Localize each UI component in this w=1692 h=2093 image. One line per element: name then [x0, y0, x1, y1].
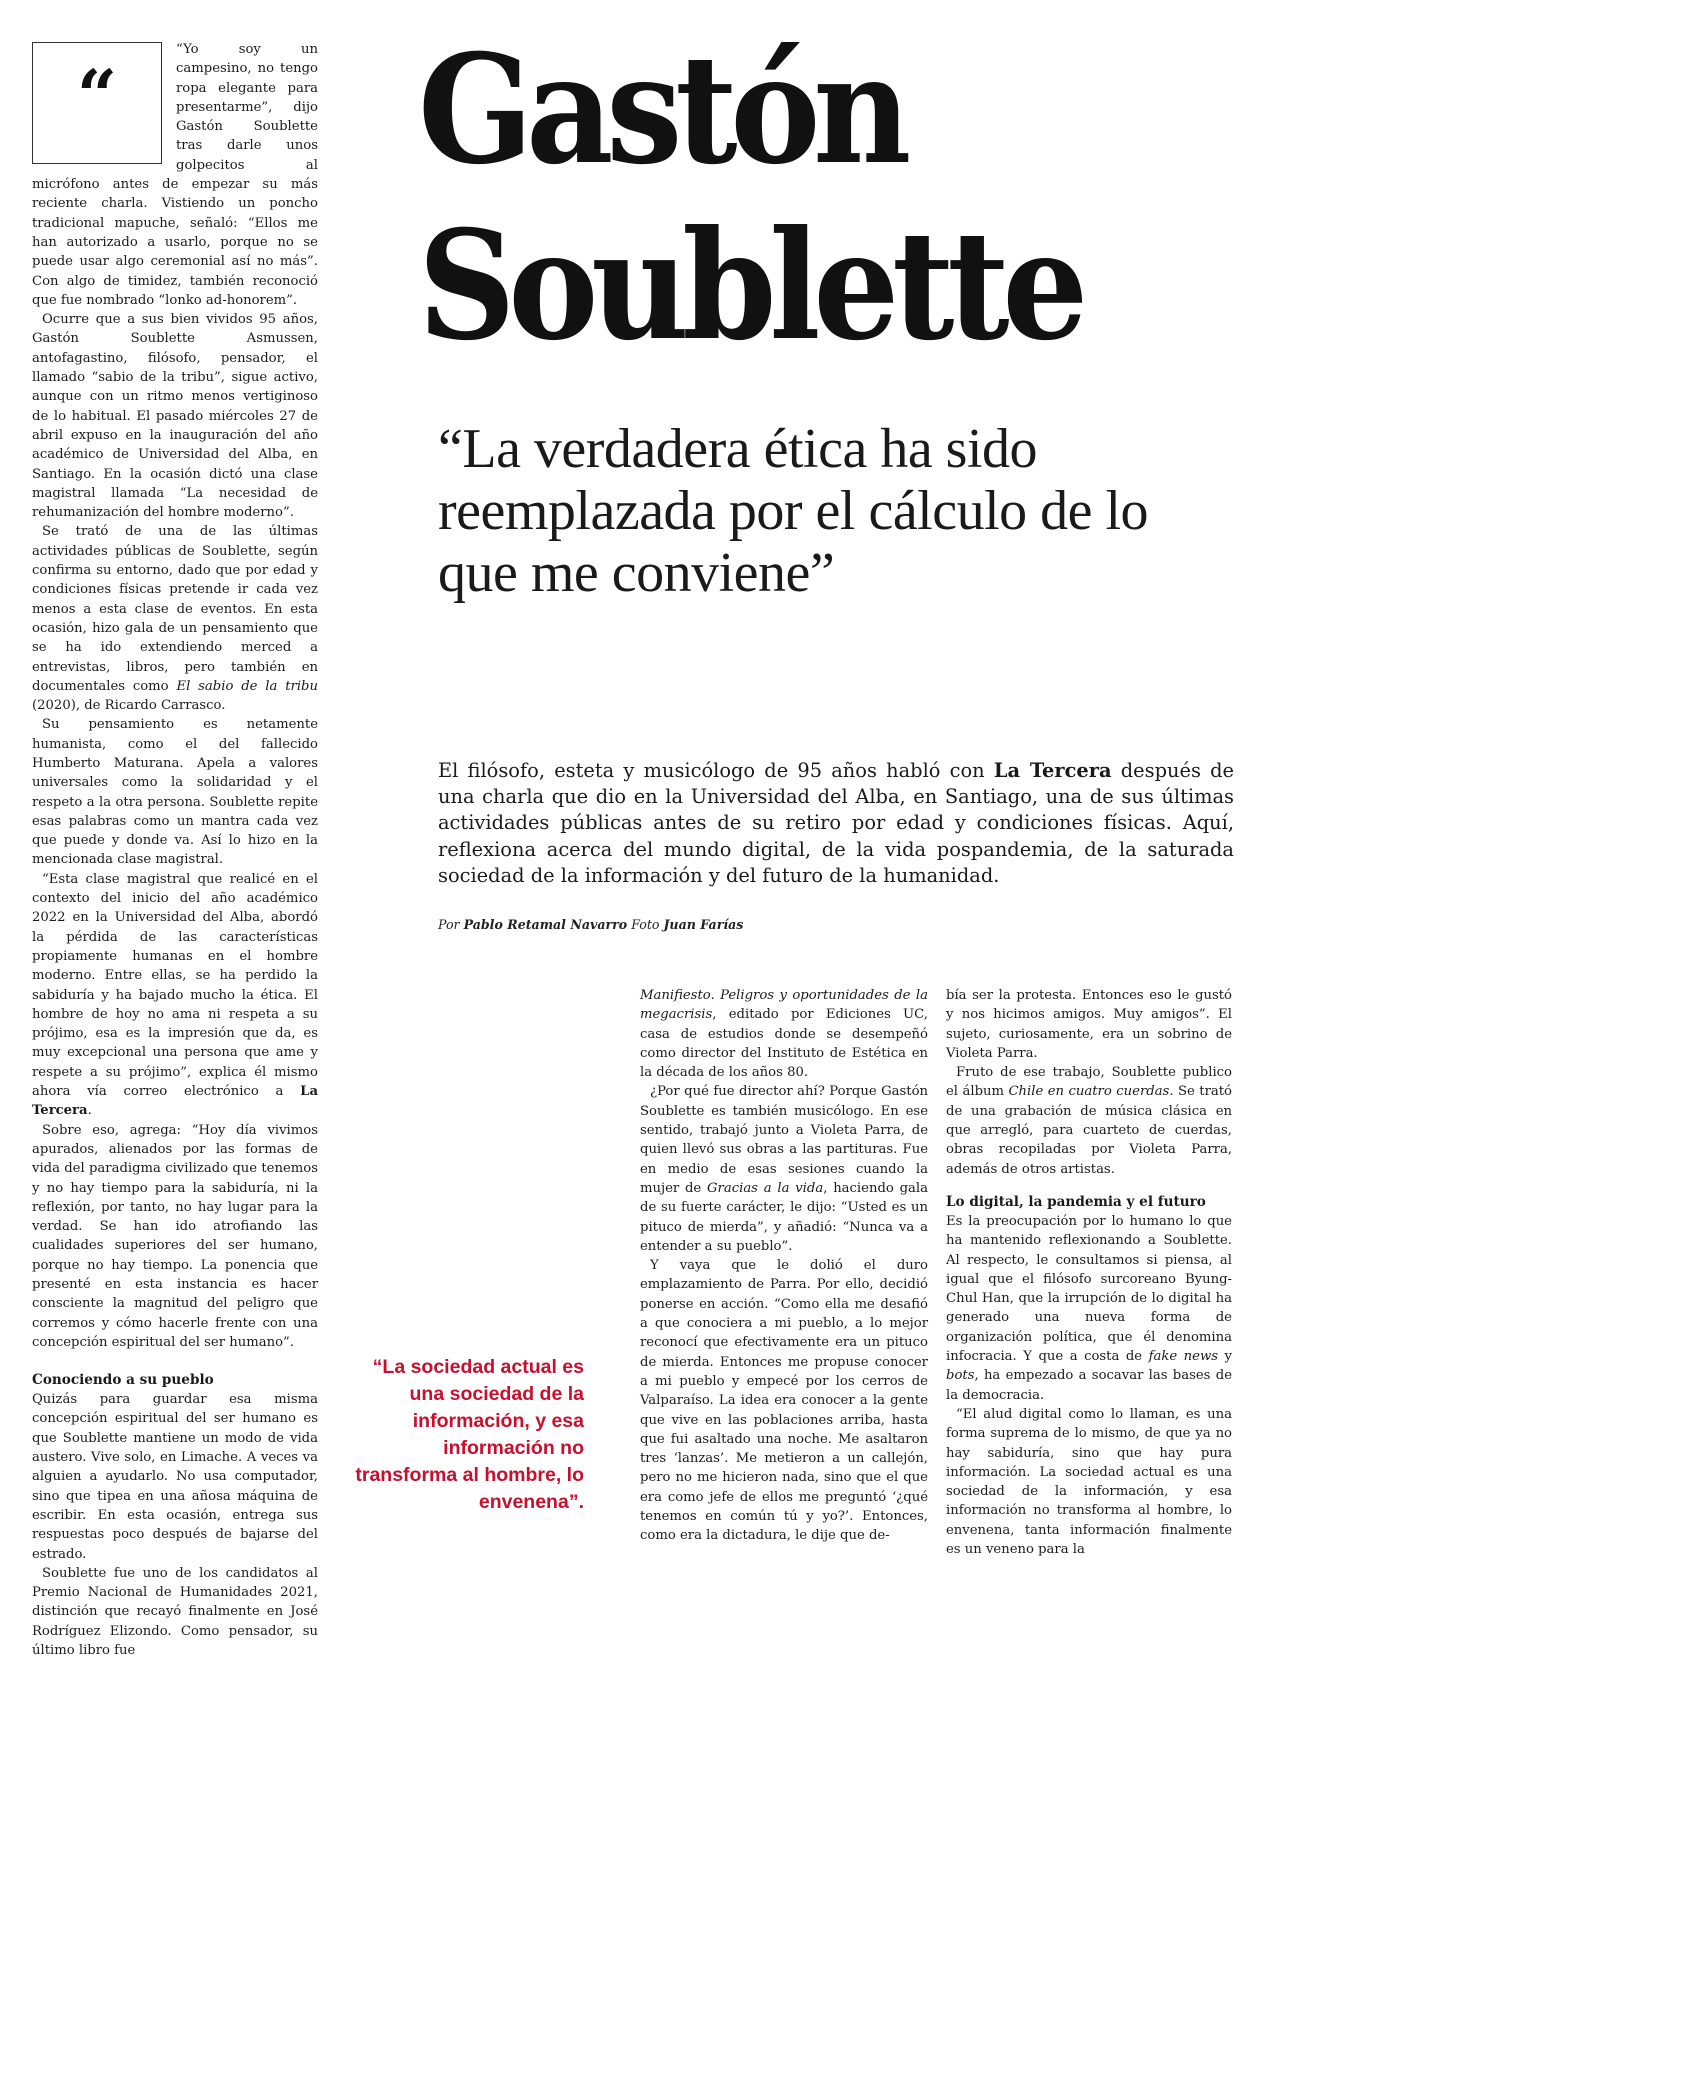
left-paragraph-8: Soublette fue uno de los candidatos al Premio Nacional de Humanidades 2021, distinción que recayó finalmente en José Rodríguez Elizondo. Como pensador, su último libro fue	[32, 1565, 318, 1659]
left-column	[32, 40, 318, 1660]
right-paragraph-1: bía ser la protesta. Entonces eso le gustó y nos hicimos amigos. Muy amigos”. El sujeto, curiosamente, era un sobrino de Violeta Parra.	[946, 988, 1232, 1061]
page-title	[418, 22, 1174, 374]
left-paragraph-6: Sobre eso, agrega: “Hoy día vivimos apurados, alienados por las formas de vida del paradigma civilizado que tenemos y no hay tiempo para la sabiduría, ni la reflexión, por tanto, no hay lugar para la verdad. Se han ido atrofiando las cualidades superiores del ser humano, porque no hay tiempo. La ponencia que presenté en esta instancia es hacer consciente la magnitud del peligro que corremos y cómo hacerle frente con una concepción espiritual del ser humano”.	[32, 1122, 318, 1350]
term-bots: bots	[946, 1368, 975, 1384]
deck-publication: La Tercera	[993, 759, 1112, 782]
right-paragraph-2: Fruto de ese trabajo, Soublette publico el álbum Chile en cuatro cuerdas. Se trató de una grabación de música clásica en que arregló, para cuarteto de cuerdas, obras recopiladas por Violeta Parra, además de otros artistas.	[946, 1065, 1232, 1177]
quote-box	[32, 42, 162, 164]
film-title: El sabio de la tribu	[176, 678, 318, 694]
photographer-name: Juan Farías	[663, 917, 744, 932]
song-title: Gracias a la vida	[707, 1180, 824, 1196]
mid-paragraph-2: ¿Por qué fue director ahí? Porque Gastón Soublette es también musicólogo. En ese sentido, trabajó junto a Violeta Parra, de quien llevó sus obras a las partituras. Fue en medio de esas sesiones cuando la mujer de Gracias a la vida, haciendo gala de su fuerte carácter, le dijo: “Usted es un pituco de mierda”, y añadió: “Nunca va a entender a su pueblo”.	[640, 1084, 928, 1254]
term-fake-news: fake news	[1148, 1349, 1219, 1365]
right-column	[946, 986, 1232, 1559]
publication-name: La Tercera	[32, 1084, 318, 1119]
album-title: Chile en cuatro cuerdas	[1008, 1084, 1170, 1100]
left-paragraph-4: Su pensamiento es netamente humanista, como el del fallecido Humberto Maturana. Apela a valores universales como la solidaridad y el respeto a la otra persona. Soublette repite esas palabras como un mantra cada vez que puede y donde va. Así lo hizo en la mencionada clase magistral.	[32, 717, 318, 868]
mid-paragraph-1: Manifiesto. Peligros y oportunidades de la megacrisis, editado por Ediciones UC, casa de estudios donde se desempeñó como director del Instituto de Estética en la década de los años 80.	[640, 988, 928, 1081]
left-paragraph-2: Ocurre que a sus bien vividos 95 años, Gastón Soublette Asmussen, antofagastino, filósofo, pensador, el llamado “sabio de la tribu”, sigue activo, aunque con un ritmo menos vertiginoso de lo habitual. El pasado miércoles 27 de abril expuso en la inauguración del año académico de Universidad del Alba, en Santiago. En la ocasión dictó una clase magistral llamada “La necesidad de rehumanización del hombre moderno”.	[32, 312, 318, 521]
left-paragraph-3: Se trató de una de las últimas actividades públicas de Soublette, según confirma su entorno, dado que por edad y condiciones físicas pretende ir cada vez menos a esta clase de eventos. En esta ocasión, hizo gala de un pensamiento que se ha ido extendiendo merced a entrevistas, libros, pero también en documentales como El sabio de la tribu (2020), de Ricardo Carrasco.	[32, 524, 318, 714]
left-paragraph-7: Quizás para guardar esa misma concepción espiritual del ser humano es que Soublette mantiene un modo de vida austero. Vive solo, en Limache. A veces va alguien a ayudarlo. No usa computador, sino que tipea en una añosa máquina de escribir. En esta ocasión, entrega sus respuestas poco después de bajarse del estrado.	[32, 1392, 318, 1562]
middle-column	[640, 986, 928, 1546]
section-heading-digital: Lo digital, la pandemia y el futuro	[946, 1193, 1206, 1210]
author-name: Pablo Retamal Navarro	[463, 917, 628, 932]
article-deck: El filósofo, esteta y musicólogo de 95 años habló con La Tercera después de una charla que dio en la Universidad del Alba, en Santiago, una de sus últimas actividades públicas antes de su retiro por edad y condiciones físicas. Aquí, reflexiona acerca del mundo digital, de la vida pospandemia, de la saturada sociedad de la información y del futuro de la humanidad.	[438, 759, 1234, 887]
right-paragraph-4: “El alud digital como lo llaman, es una forma suprema de lo mismo, de que ya no hay sabiduría, sino que hay pura información. La sociedad actual es una sociedad de la información, y esa información no transforma al hombre, lo envenena, tanta información finalmente es un veneno para la	[946, 1406, 1232, 1558]
mid-paragraph-3: Y vaya que le dolió el duro emplazamiento de Parra. Por ello, decidió ponerse en acción. “Como ella me desafió a que conociera a mi pueblo, a lo mejor reconocí que efectivamente era un pituco de mierda. Entonces me propuse conocer a mi pueblo y empecé por los cerros de Valparaíso. La idea era conocer a la gente que vive en las poblaciones arriba, hasta que fui asaltado una noche. Me asaltaron tres ‘lanzas’. Me metieron a un callejón, pero no me hicieron nada, sino que el que era como jefe de ellos me preguntó ‘¿qué tenemos en común tú y yo?’. Entonces, como era la dictadura, le dije que de-	[640, 1258, 928, 1544]
left-paragraph-5: “Esta clase magistral que realicé en el contexto del inicio del año académico 2022 en la Universidad del Alba, abordó la pérdida de las características propiamente humanas en el hombre moderno. Entre ellas, se ha perdido la sabiduría y ha bajado mucho la ética. El hombre de hoy no ama ni respeta a su prójimo, esa es la impresión que da, es muy excepcional una persona que ame y respete a su prójimo”, explica él mismo ahora vía correo electrónico a La Tercera.	[32, 871, 318, 1119]
byline: Por Pablo Retamal Navarro Foto Juan Farías	[438, 917, 744, 932]
right-paragraph-3: Es la preocupación por lo humano lo que ha mantenido reflexionando a Soublette. Al respecto, le consultamos si piensa, al igual que el filósofo surcoreano Byung-Chul Han, que la irrupción de lo digital ha generado una nueva forma de organización política, que él denomina infocracia. Y que a costa de fake news y bots, ha empezado a socavar las bases de la democracia.	[946, 1213, 1232, 1403]
quote-mark-icon: “	[76, 54, 118, 137]
section-heading-pueblo: Conociendo a su pueblo	[32, 1372, 214, 1389]
title-line-1: Gastón	[418, 22, 905, 198]
book-title: Manifiesto. Peligros y oportunidades de la megacrisis	[640, 988, 928, 1023]
pull-quote: “La sociedad actual es una sociedad de la información, y esa información no transforma al hombre, lo envenena”.	[355, 1356, 584, 1513]
headline-quote: “La verdadera ética ha sido reemplazada por el cálculo de lo que me conviene”	[438, 418, 1149, 604]
title-line-2: Soublette	[418, 198, 1082, 374]
left-paragraph-1: “Yo soy un campesino, no tengo ropa elegante para presentarme”, dijo Gastón Soublette tras darle unos golpecitos al micrófono antes de empezar su más reciente charla. Vistiendo un poncho tradicional mapuche, señaló: “Ellos me han autorizado a usarlo, porque no se puede usar algo ceremonial así no más”. Con algo de timidez, también reconoció que fue nombrado “lonko ad-honorem”.	[32, 42, 318, 308]
